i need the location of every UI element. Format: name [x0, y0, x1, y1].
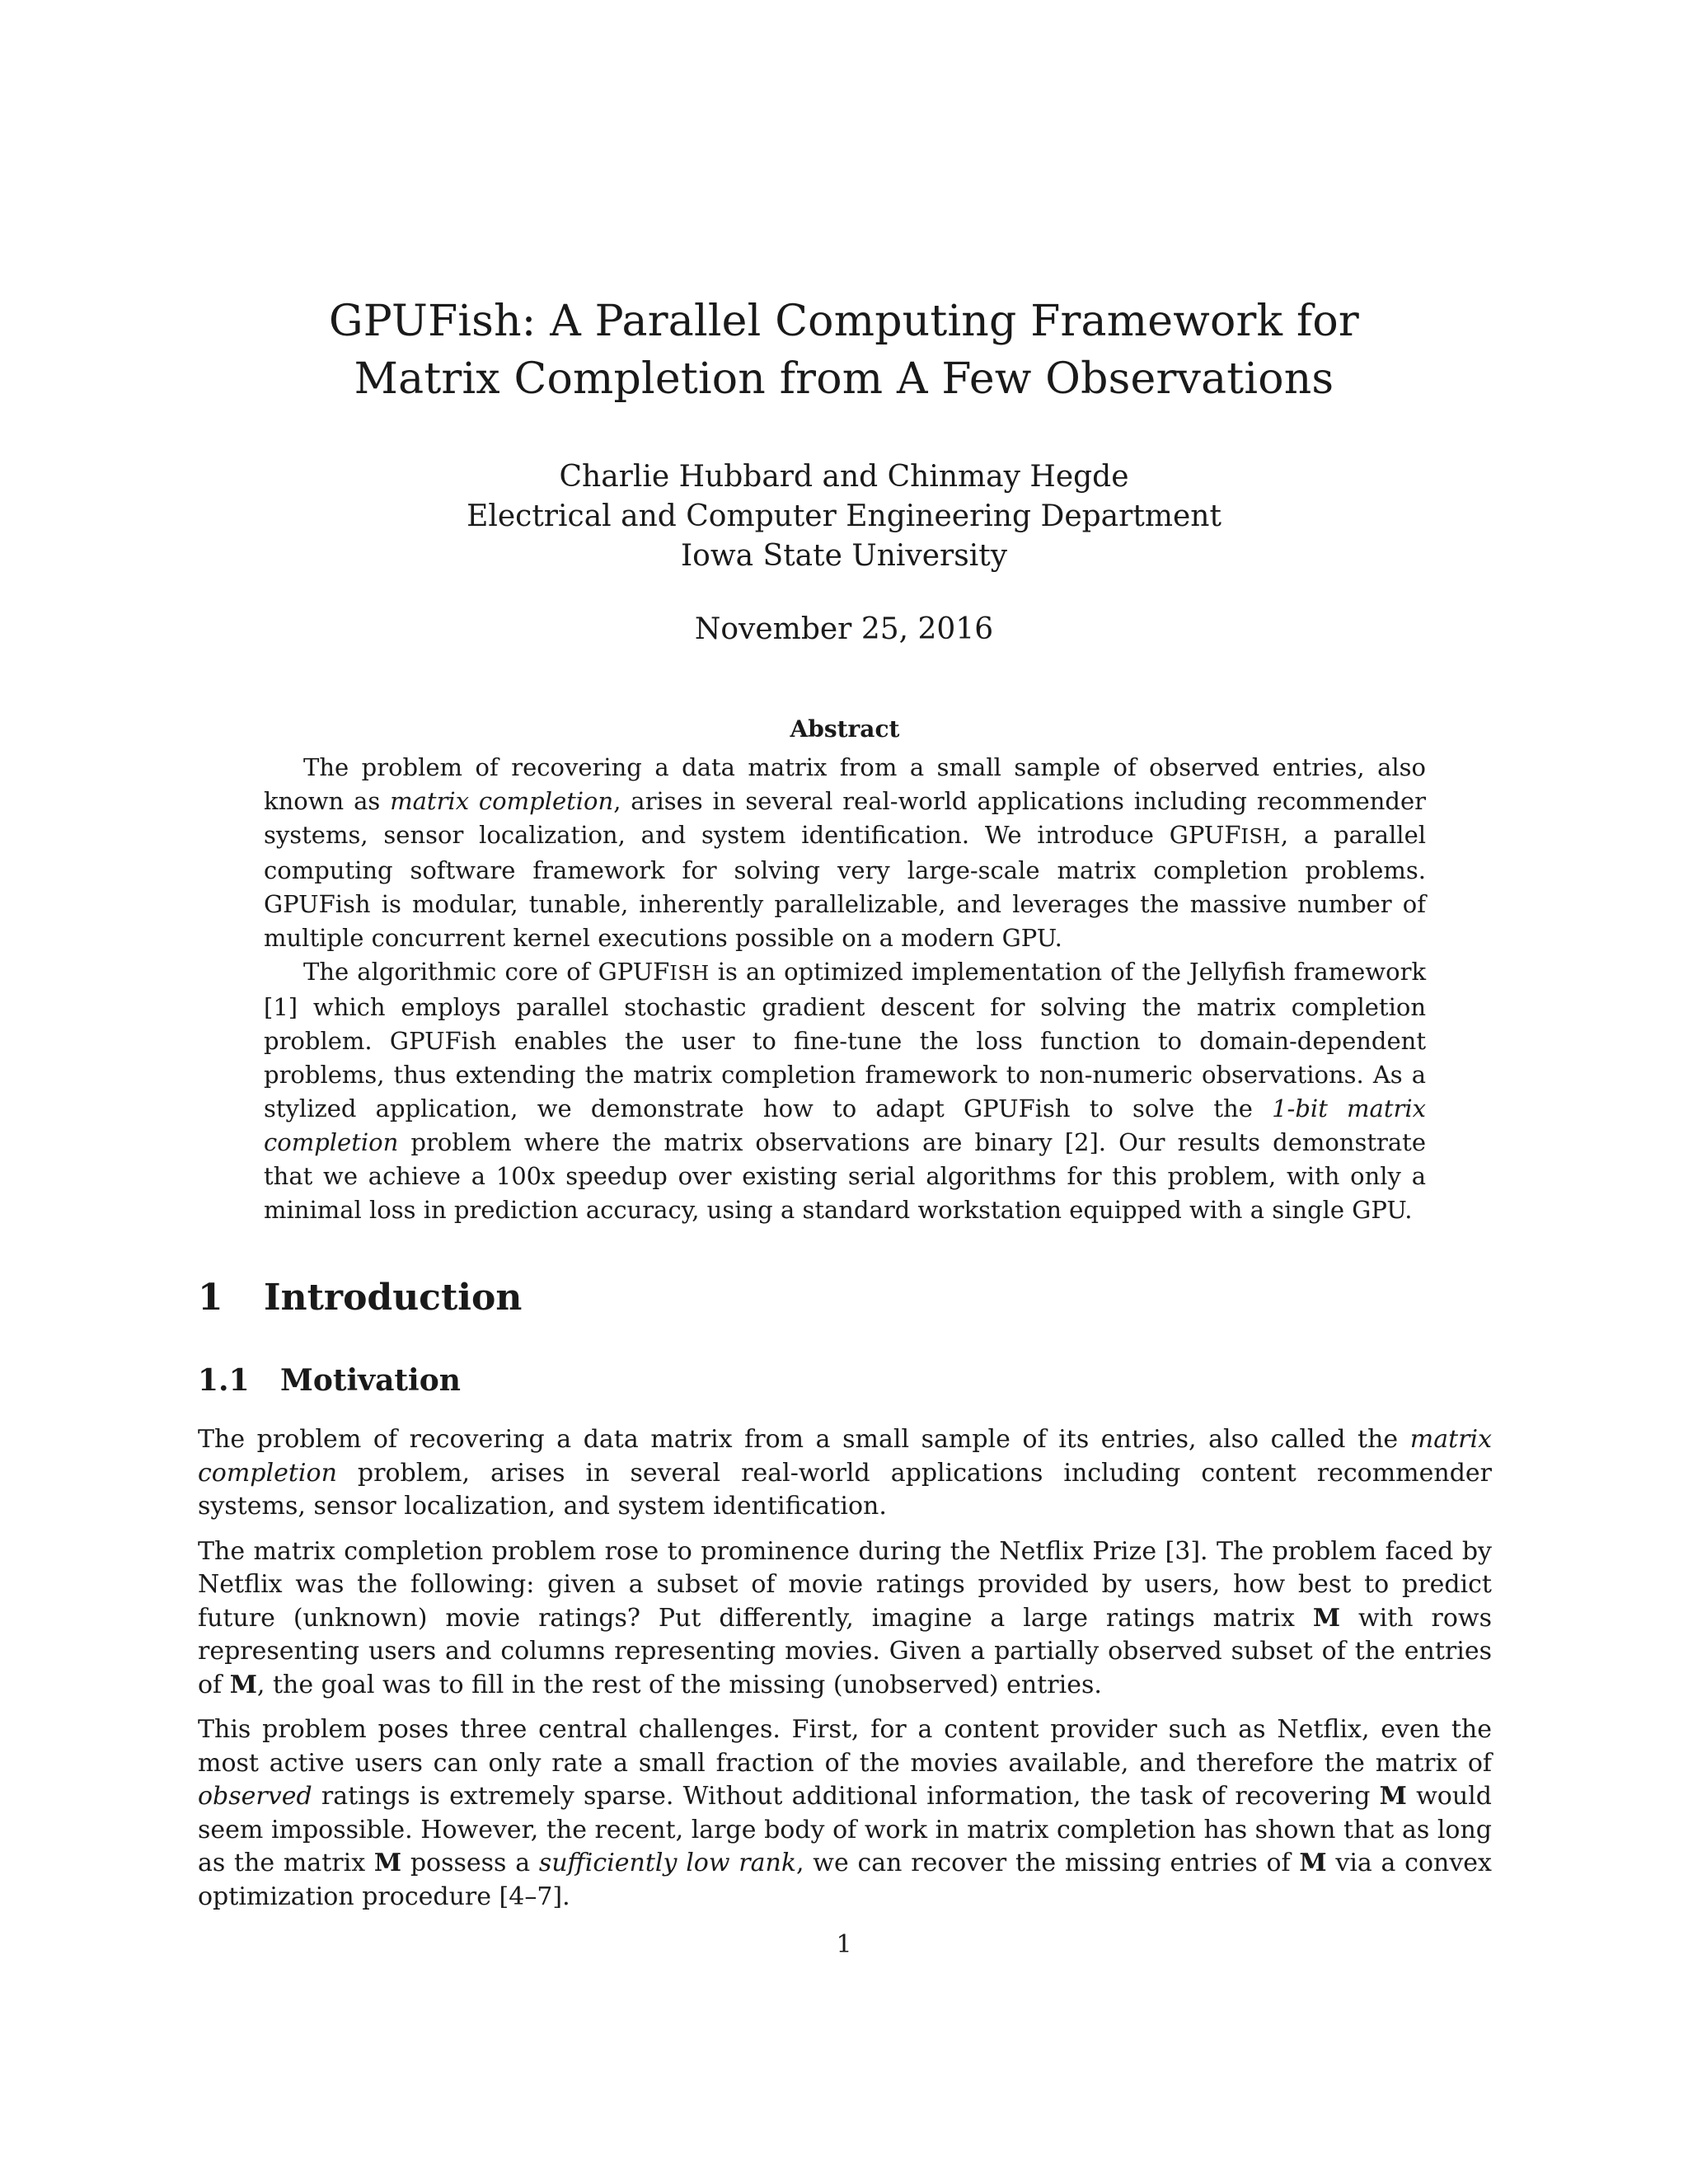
text-run: The matrix completion problem rose to prominence during the Netflix Prize [3]. The problem faced by Netflix was the following: given a subset of movie ratings provided by users, how best to predict future (unknown) movie ratings? Put differently, imagine a large ratings matrix	[198, 1536, 1492, 1633]
paper-title	[0, 293, 1688, 408]
matrix-symbol: M	[373, 1849, 402, 1877]
text-run: ratings is extremely sparse. Without additional information, the task of recovering	[312, 1782, 1380, 1811]
text-run: problem, arises in several real-world applications including content recommender systems, sensor localization, and system identification.	[198, 1458, 1492, 1521]
text-run: , we can recover the missing entries of	[796, 1849, 1300, 1877]
abstract-paragraph-2	[264, 955, 1426, 1227]
text-run: via a convex optimization procedure [4–7].	[198, 1849, 1492, 1911]
body-paragraph-2	[198, 1535, 1492, 1703]
abstract	[264, 713, 1426, 1227]
matrix-symbol: M	[229, 1670, 257, 1699]
section-heading-introduction	[198, 1273, 522, 1323]
matrix-symbol: M	[1379, 1782, 1407, 1811]
subsection-title: Motivation	[280, 1363, 461, 1398]
text-run: , arises in several real-world applications including recommender systems, sensor localization, and system identification. We introduce GPUF	[264, 787, 1426, 849]
text-run: , a parallel computing software framework for solving very large-scale matrix completion problems. GPUFish is modular, tunable, inherently parallelizable, and leverages the massive number of multiple concurrent kernel executions possible on a modern GPU.	[264, 821, 1427, 952]
text-run: The problem of recovering a data matrix from a small sample of its entries, also called the	[198, 1425, 1410, 1454]
emphasis-text: observed	[198, 1782, 312, 1811]
subsection-number: 1.1	[198, 1363, 250, 1398]
matrix-symbol: M	[1312, 1603, 1341, 1633]
matrix-symbol: M	[1299, 1849, 1327, 1877]
body-paragraph-3	[198, 1713, 1492, 1914]
abstract-paragraph-1	[264, 751, 1426, 955]
small-caps-text: ISH	[669, 962, 710, 985]
text-run: is an optimized implementation of the Jellyfish framework [1] which employs parallel stochastic gradient descent for solving the matrix completion problem. GPUFish enables the user to fine-tune the loss function to domain-dependent problems, thus extending the matrix completion framework to non-numeric observations. As a stylized application, we demonstrate how to adapt GPUFish to solve the	[264, 958, 1427, 1122]
university: Iowa State University	[680, 539, 1008, 573]
small-caps-text: ISH	[1240, 825, 1281, 848]
text-run: problem where the matrix observations are binary [2]. Our results demonstrate that we achieve a 100x speedup over existing serial algorithms for this problem, with only a minimal loss in prediction accuracy, using a standard workstation equipped with a single GPU.	[264, 1128, 1426, 1224]
section-title: Introduction	[264, 1277, 523, 1319]
department: Electrical and Computer Engineering Department	[467, 499, 1221, 533]
section-number: 1	[198, 1277, 223, 1319]
author-block	[0, 457, 1688, 576]
emphasis-text: 1-bit matrix completion	[264, 1094, 1426, 1156]
page-number: 1	[836, 1930, 852, 1959]
text-run: with rows representing users and columns representing movies. Given a partially observed subset of the entries of	[198, 1603, 1492, 1699]
text-run: The problem of recovering a data matrix from a small sample of observed entries, also known as	[264, 753, 1426, 815]
emphasis-text: matrix completion	[390, 787, 614, 815]
body-paragraph-1	[198, 1423, 1492, 1524]
text-run: , the goal was to fill in the rest of the missing (unobserved) entries.	[256, 1670, 1102, 1699]
emphasis-text: sufficiently low rank	[538, 1849, 797, 1877]
emphasis-text: matrix completion	[198, 1425, 1492, 1488]
section-body	[198, 1423, 1492, 1925]
paper-date: November 25, 2016	[694, 612, 994, 646]
subsection-heading-motivation	[198, 1360, 461, 1401]
title-line-2: Matrix Completion from A Few Observations	[354, 354, 1334, 404]
text-run: would seem impossible. However, the recent, large body of work in matrix completion has shown that as long as the matrix	[198, 1782, 1492, 1877]
text-run: The algorithmic core of GPUF	[303, 958, 670, 986]
author-names: Charlie Hubbard and Chinmay Hegde	[559, 460, 1129, 494]
abstract-heading: Abstract	[790, 715, 900, 743]
text-run: This problem poses three central challenges. First, for a content provider such as Netflix, even the most active users can only rate a small fraction of the movies available, and therefore the matrix of	[198, 1715, 1492, 1778]
title-line-1: GPUFish: A Parallel Computing Framework for	[329, 297, 1359, 346]
text-run: possess a	[401, 1849, 539, 1877]
